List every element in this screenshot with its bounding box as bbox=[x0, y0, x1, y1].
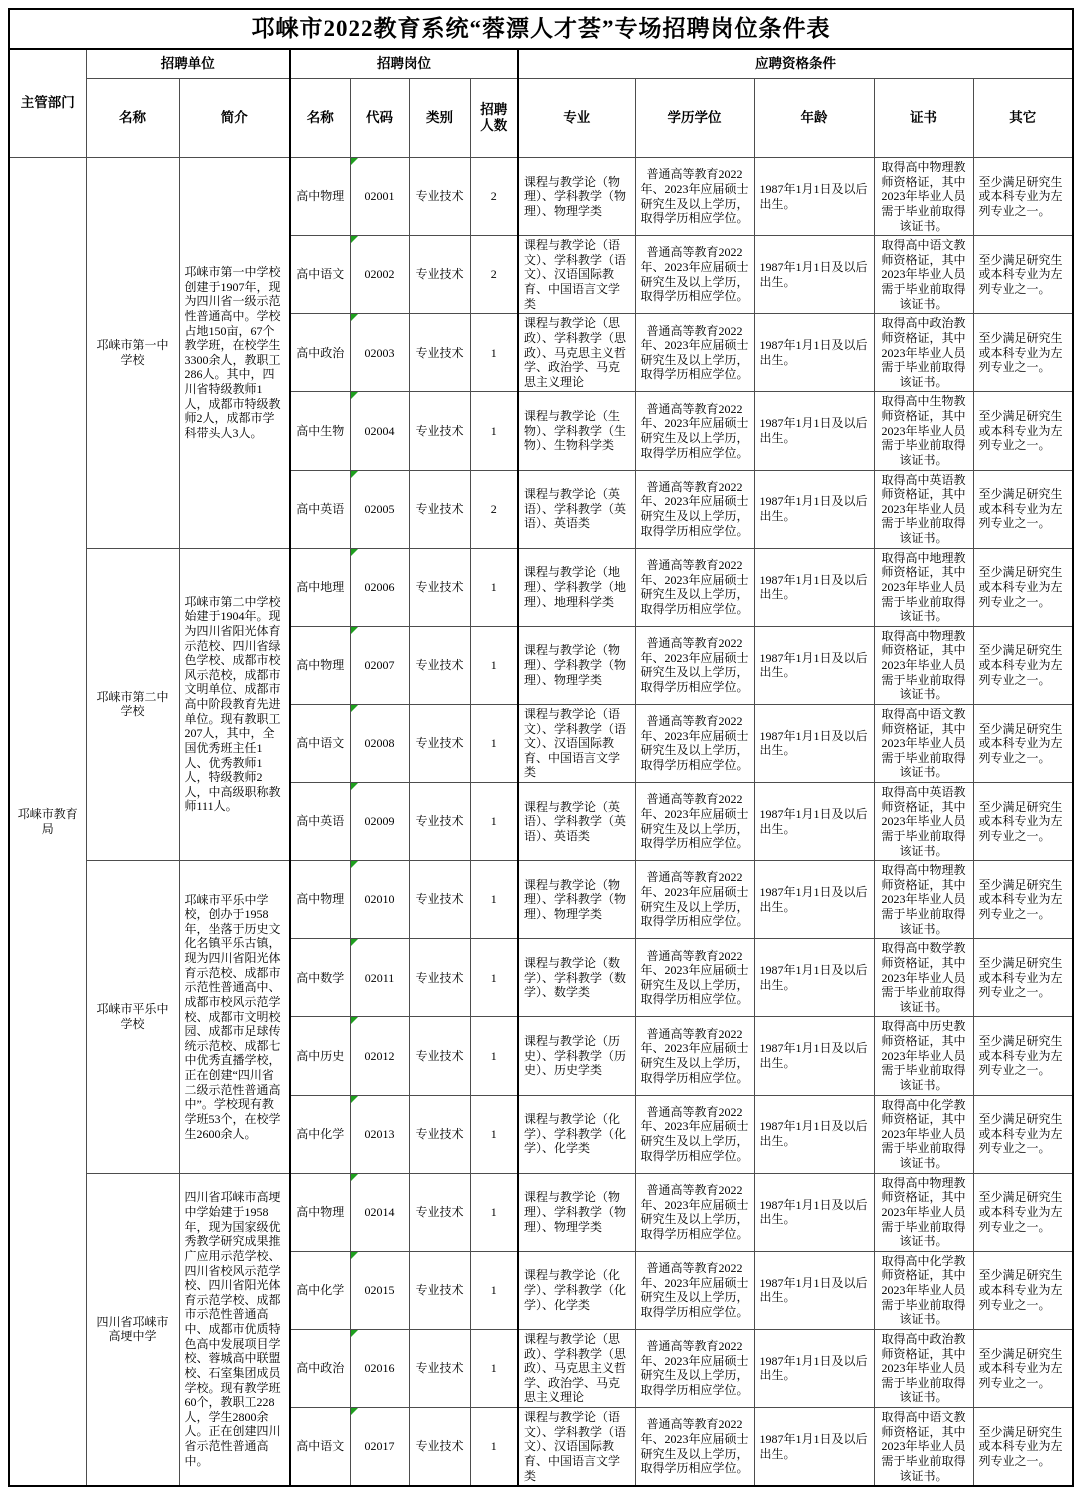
major-cell: 课程与教学论（英语）、学科教学（英语）、英语类 bbox=[518, 783, 635, 861]
cert-cell: 取得高中英语教师资格证，其中2023年毕业人员需于毕业前取得该证书。 bbox=[874, 783, 973, 861]
post-count-cell: 2 bbox=[470, 236, 518, 314]
cert-cell: 取得高中数学教师资格证，其中2023年毕业人员需于毕业前取得该证书。 bbox=[874, 939, 973, 1017]
post-type-cell: 专业技术 bbox=[409, 1251, 470, 1329]
other-cell: 至少满足研究生或本科专业为左列专业之一。 bbox=[973, 1408, 1073, 1487]
age-cell: 1987年1月1日及以后出生。 bbox=[754, 704, 874, 782]
post-code-cell bbox=[350, 236, 409, 314]
major-cell: 课程与教学论（物理）、学科教学（物理）、物理学类 bbox=[518, 158, 635, 236]
school-name-cell: 邛崃市第二中学校 bbox=[86, 548, 179, 861]
post-name-cell: 高中英语 bbox=[290, 470, 350, 548]
post-code-text: 02008 bbox=[364, 736, 395, 751]
excel-flag-triangle-icon bbox=[351, 939, 358, 946]
cert-cell: 取得高中语文教师资格证，其中2023年毕业人员需于毕业前取得该证书。 bbox=[874, 1408, 973, 1487]
age-cell: 1987年1月1日及以后出生。 bbox=[754, 392, 874, 470]
department-cell: 邛崃市教育局 bbox=[9, 158, 86, 1487]
excel-flag-triangle-icon bbox=[351, 1252, 358, 1259]
post-code-cell bbox=[350, 470, 409, 548]
degree-cell: 普通高等教育2022年、2023年应届硕士研究生及以上学历，取得学历相应学位。 bbox=[635, 314, 754, 392]
cert-cell: 取得高中英语教师资格证，其中2023年毕业人员需于毕业前取得该证书。 bbox=[874, 470, 973, 548]
other-cell: 至少满足研究生或本科专业为左列专业之一。 bbox=[973, 236, 1073, 314]
post-name-cell: 高中政治 bbox=[290, 1329, 350, 1407]
post-count-cell: 1 bbox=[470, 392, 518, 470]
post-type-cell: 专业技术 bbox=[409, 704, 470, 782]
excel-flag-triangle-icon bbox=[351, 783, 358, 790]
major-cell: 课程与教学论（数学）、学科教学（数学）、数学类 bbox=[518, 939, 635, 1017]
col-header-major: 专业 bbox=[518, 79, 635, 158]
age-cell: 1987年1月1日及以后出生。 bbox=[754, 470, 874, 548]
other-cell: 至少满足研究生或本科专业为左列专业之一。 bbox=[973, 1251, 1073, 1329]
post-type-cell: 专业技术 bbox=[409, 548, 470, 626]
cert-cell: 取得高中物理教师资格证，其中2023年毕业人员需于毕业前取得该证书。 bbox=[874, 861, 973, 939]
excel-flag-triangle-icon bbox=[351, 627, 358, 634]
post-count-cell: 1 bbox=[470, 1408, 518, 1487]
excel-flag-triangle-icon bbox=[351, 1017, 358, 1024]
col-header-dept: 主管部门 bbox=[9, 49, 86, 158]
post-name-cell: 高中语文 bbox=[290, 704, 350, 782]
post-count-cell: 1 bbox=[470, 1251, 518, 1329]
age-cell: 1987年1月1日及以后出生。 bbox=[754, 236, 874, 314]
excel-flag-triangle-icon bbox=[351, 861, 358, 868]
post-count-cell: 1 bbox=[470, 1017, 518, 1095]
post-name-cell: 高中语文 bbox=[290, 236, 350, 314]
post-code-cell bbox=[350, 704, 409, 782]
post-name-cell: 高中英语 bbox=[290, 783, 350, 861]
post-code-cell bbox=[350, 1017, 409, 1095]
age-cell: 1987年1月1日及以后出生。 bbox=[754, 1173, 874, 1251]
age-cell: 1987年1月1日及以后出生。 bbox=[754, 314, 874, 392]
post-count-cell: 1 bbox=[470, 939, 518, 1017]
degree-cell: 普通高等教育2022年、2023年应届硕士研究生及以上学历，取得学历相应学位。 bbox=[635, 1017, 754, 1095]
other-cell: 至少满足研究生或本科专业为左列专业之一。 bbox=[973, 939, 1073, 1017]
post-name-cell: 高中历史 bbox=[290, 1017, 350, 1095]
header-group-row bbox=[9, 49, 1073, 79]
post-code-text: 02002 bbox=[364, 267, 395, 282]
cert-cell: 取得高中历史教师资格证，其中2023年毕业人员需于毕业前取得该证书。 bbox=[874, 1017, 973, 1095]
degree-cell: 普通高等教育2022年、2023年应届硕士研究生及以上学历，取得学历相应学位。 bbox=[635, 939, 754, 1017]
title-row bbox=[9, 9, 1073, 49]
degree-cell: 普通高等教育2022年、2023年应届硕士研究生及以上学历，取得学历相应学位。 bbox=[635, 1329, 754, 1407]
cert-cell: 取得高中化学教师资格证，其中2023年毕业人员需于毕业前取得该证书。 bbox=[874, 1251, 973, 1329]
age-cell: 1987年1月1日及以后出生。 bbox=[754, 158, 874, 236]
post-count-cell: 1 bbox=[470, 1095, 518, 1173]
post-name-cell: 高中生物 bbox=[290, 392, 350, 470]
post-code-cell bbox=[350, 939, 409, 1017]
school-name-cell: 邛崃市平乐中学校 bbox=[86, 861, 179, 1174]
col-header-other: 其它 bbox=[973, 79, 1073, 158]
other-cell: 至少满足研究生或本科专业为左列专业之一。 bbox=[973, 704, 1073, 782]
post-code-cell bbox=[350, 1408, 409, 1487]
post-code-text: 02009 bbox=[364, 814, 395, 829]
other-cell: 至少满足研究生或本科专业为左列专业之一。 bbox=[973, 392, 1073, 470]
cert-cell: 取得高中生物教师资格证，其中2023年毕业人员需于毕业前取得该证书。 bbox=[874, 392, 973, 470]
other-cell: 至少满足研究生或本科专业为左列专业之一。 bbox=[973, 1095, 1073, 1173]
post-type-cell: 专业技术 bbox=[409, 783, 470, 861]
cert-cell: 取得高中政治教师资格证，其中2023年毕业人员需于毕业前取得该证书。 bbox=[874, 314, 973, 392]
age-cell: 1987年1月1日及以后出生。 bbox=[754, 783, 874, 861]
position-row bbox=[9, 861, 1073, 939]
major-cell: 课程与教学论（物理）、学科教学（物理）、物理学类 bbox=[518, 626, 635, 704]
age-cell: 1987年1月1日及以后出生。 bbox=[754, 1251, 874, 1329]
post-name-cell: 高中数学 bbox=[290, 939, 350, 1017]
position-row bbox=[9, 548, 1073, 626]
post-name-cell: 高中物理 bbox=[290, 626, 350, 704]
col-group-qualification: 应聘资格条件 bbox=[518, 49, 1073, 79]
degree-cell: 普通高等教育2022年、2023年应届硕士研究生及以上学历，取得学历相应学位。 bbox=[635, 783, 754, 861]
post-type-cell: 专业技术 bbox=[409, 1329, 470, 1407]
post-code-text: 02005 bbox=[364, 501, 395, 516]
col-header-cert: 证书 bbox=[874, 79, 973, 158]
post-code-cell bbox=[350, 392, 409, 470]
col-header-age: 年龄 bbox=[754, 79, 874, 158]
other-cell: 至少满足研究生或本科专业为左列专业之一。 bbox=[973, 1329, 1073, 1407]
excel-flag-triangle-icon bbox=[351, 1330, 358, 1337]
post-name-cell: 高中语文 bbox=[290, 1408, 350, 1487]
major-cell: 课程与教学论（语文）、学科教学（语文）、汉语国际教育、中国语言文学类 bbox=[518, 704, 635, 782]
post-name-cell: 高中政治 bbox=[290, 314, 350, 392]
excel-flag-triangle-icon bbox=[351, 549, 358, 556]
post-code-cell bbox=[350, 548, 409, 626]
age-cell: 1987年1月1日及以后出生。 bbox=[754, 1329, 874, 1407]
degree-cell: 普通高等教育2022年、2023年应届硕士研究生及以上学历，取得学历相应学位。 bbox=[635, 1251, 754, 1329]
excel-flag-triangle-icon bbox=[351, 392, 358, 399]
school-intro-cell: 邛崃市第二中学校始建于1904年。现为四川省阳光体育示范校、四川省绿色学校、成都市校风示范校，成都市文明单位、成都市高中阶段教育先进单位。现有教职工207人，其中，全国优秀班主任1人、优秀教师1人，特级教师2人，中高级职称教师111人。 bbox=[179, 548, 290, 861]
position-row bbox=[9, 158, 1073, 236]
cert-cell: 取得高中物理教师资格证，其中2023年毕业人员需于毕业前取得该证书。 bbox=[874, 1173, 973, 1251]
col-header-post-count: 招聘人数 bbox=[470, 79, 518, 158]
header-label-row bbox=[9, 79, 1073, 158]
post-code-text: 02006 bbox=[364, 579, 395, 594]
excel-flag-triangle-icon bbox=[351, 1174, 358, 1181]
post-name-cell: 高中化学 bbox=[290, 1251, 350, 1329]
other-cell: 至少满足研究生或本科专业为左列专业之一。 bbox=[973, 1017, 1073, 1095]
post-count-cell: 1 bbox=[470, 626, 518, 704]
recruitment-table-sheet bbox=[8, 8, 1072, 1487]
age-cell: 1987年1月1日及以后出生。 bbox=[754, 939, 874, 1017]
major-cell: 课程与教学论（历史）、学科教学（历史）、历史学类 bbox=[518, 1017, 635, 1095]
excel-flag-triangle-icon bbox=[351, 158, 358, 165]
other-cell: 至少满足研究生或本科专业为左列专业之一。 bbox=[973, 626, 1073, 704]
post-type-cell: 专业技术 bbox=[409, 236, 470, 314]
degree-cell: 普通高等教育2022年、2023年应届硕士研究生及以上学历，取得学历相应学位。 bbox=[635, 626, 754, 704]
cert-cell: 取得高中语文教师资格证，其中2023年毕业人员需于毕业前取得该证书。 bbox=[874, 236, 973, 314]
post-type-cell: 专业技术 bbox=[409, 1017, 470, 1095]
major-cell: 课程与教学论（思政）、学科教学（思政）、马克思主义哲学、政治学、马克思主义理论 bbox=[518, 314, 635, 392]
post-name-cell: 高中地理 bbox=[290, 548, 350, 626]
post-count-cell: 2 bbox=[470, 158, 518, 236]
post-code-text: 02011 bbox=[364, 970, 395, 985]
school-intro-cell: 邛崃市平乐中学校，创办于1958年，坐落于历史文化名镇平乐古镇，现为四川省阳光体育示范校、成都市示范性普通高中、成都市校风示范学校、成都市文明校园、成都市足球传统示范校、成都七中优秀直播学校，正在创建“四川省二级示范性普通高中”。学校现有教学班53个，在校学生2600余人。 bbox=[179, 861, 290, 1174]
major-cell: 课程与教学论（地理）、学科教学（地理）、地理科学类 bbox=[518, 548, 635, 626]
post-code-cell bbox=[350, 314, 409, 392]
cert-cell: 取得高中物理教师资格证，其中2023年毕业人员需于毕业前取得该证书。 bbox=[874, 626, 973, 704]
degree-cell: 普通高等教育2022年、2023年应届硕士研究生及以上学历，取得学历相应学位。 bbox=[635, 392, 754, 470]
post-count-cell: 1 bbox=[470, 1173, 518, 1251]
post-code-cell bbox=[350, 783, 409, 861]
post-count-cell: 1 bbox=[470, 1329, 518, 1407]
major-cell: 课程与教学论（思政）、学科教学（思政）、马克思主义哲学、政治学、马克思主义理论 bbox=[518, 1329, 635, 1407]
col-header-post-code: 代码 bbox=[350, 79, 409, 158]
post-type-cell: 专业技术 bbox=[409, 158, 470, 236]
major-cell: 课程与教学论（物理）、学科教学（物理）、物理学类 bbox=[518, 861, 635, 939]
post-code-text: 02016 bbox=[364, 1361, 395, 1376]
excel-flag-triangle-icon bbox=[351, 471, 358, 478]
post-name-cell: 高中物理 bbox=[290, 158, 350, 236]
degree-cell: 普通高等教育2022年、2023年应届硕士研究生及以上学历，取得学历相应学位。 bbox=[635, 1408, 754, 1487]
post-code-cell bbox=[350, 158, 409, 236]
post-code-cell bbox=[350, 861, 409, 939]
post-count-cell: 1 bbox=[470, 783, 518, 861]
major-cell: 课程与教学论（化学）、学科教学（化学）、化学类 bbox=[518, 1095, 635, 1173]
positions-tbody bbox=[9, 158, 1073, 1487]
excel-flag-triangle-icon bbox=[351, 1408, 358, 1415]
major-cell: 课程与教学论（英语）、学科教学（英语）、英语类 bbox=[518, 470, 635, 548]
cert-cell: 取得高中语文教师资格证，其中2023年毕业人员需于毕业前取得该证书。 bbox=[874, 704, 973, 782]
degree-cell: 普通高等教育2022年、2023年应届硕士研究生及以上学历，取得学历相应学位。 bbox=[635, 704, 754, 782]
degree-cell: 普通高等教育2022年、2023年应届硕士研究生及以上学历，取得学历相应学位。 bbox=[635, 470, 754, 548]
degree-cell: 普通高等教育2022年、2023年应届硕士研究生及以上学历，取得学历相应学位。 bbox=[635, 1095, 754, 1173]
school-name-cell: 四川省邛崃市高埂中学 bbox=[86, 1173, 179, 1486]
post-code-cell bbox=[350, 1329, 409, 1407]
table-header bbox=[9, 9, 1073, 158]
major-cell: 课程与教学论（语文）、学科教学（语文）、汉语国际教育、中国语言文学类 bbox=[518, 1408, 635, 1487]
post-code-text: 02001 bbox=[364, 189, 395, 204]
age-cell: 1987年1月1日及以后出生。 bbox=[754, 861, 874, 939]
degree-cell: 普通高等教育2022年、2023年应届硕士研究生及以上学历，取得学历相应学位。 bbox=[635, 158, 754, 236]
col-header-unit-name: 名称 bbox=[86, 79, 179, 158]
age-cell: 1987年1月1日及以后出生。 bbox=[754, 1017, 874, 1095]
post-code-text: 02010 bbox=[364, 892, 395, 907]
post-count-cell: 1 bbox=[470, 704, 518, 782]
school-intro-cell: 邛崃市第一中学校创建于1907年，现为四川省一级示范性普通高中。学校占地150亩，67个教学班，在校学生3300余人，教职工286人。其中，四川省特级教师1人，成都市特级教师2人，成都市学科带头人3人。 bbox=[179, 158, 290, 549]
major-cell: 课程与教学论（化学）、学科教学（化学）、化学类 bbox=[518, 1251, 635, 1329]
post-code-text: 02012 bbox=[364, 1048, 395, 1063]
post-code-text: 02015 bbox=[364, 1283, 395, 1297]
position-row bbox=[9, 1173, 1073, 1251]
degree-cell: 普通高等教育2022年、2023年应届硕士研究生及以上学历，取得学历相应学位。 bbox=[635, 861, 754, 939]
degree-cell: 普通高等教育2022年、2023年应届硕士研究生及以上学历，取得学历相应学位。 bbox=[635, 548, 754, 626]
post-code-text: 02017 bbox=[364, 1439, 395, 1454]
col-group-post: 招聘岗位 bbox=[290, 49, 518, 79]
post-count-cell: 1 bbox=[470, 861, 518, 939]
post-type-cell: 专业技术 bbox=[409, 1095, 470, 1173]
post-type-cell: 专业技术 bbox=[409, 470, 470, 548]
cert-cell: 取得高中物理教师资格证，其中2023年毕业人员需于毕业前取得该证书。 bbox=[874, 158, 973, 236]
post-type-cell: 专业技术 bbox=[409, 1408, 470, 1487]
other-cell: 至少满足研究生或本科专业为左列专业之一。 bbox=[973, 314, 1073, 392]
school-name-cell: 邛崃市第一中学校 bbox=[86, 158, 179, 549]
major-cell: 课程与教学论（语文）、学科教学（语文）、汉语国际教育、中国语言文学类 bbox=[518, 236, 635, 314]
degree-cell: 普通高等教育2022年、2023年应届硕士研究生及以上学历，取得学历相应学位。 bbox=[635, 236, 754, 314]
cert-cell: 取得高中化学教师资格证，其中2023年毕业人员需于毕业前取得该证书。 bbox=[874, 1095, 973, 1173]
excel-flag-triangle-icon bbox=[351, 314, 358, 321]
post-count-cell: 1 bbox=[470, 314, 518, 392]
recruitment-table bbox=[8, 8, 1074, 1487]
post-name-cell: 高中化学 bbox=[290, 1095, 350, 1173]
age-cell: 1987年1月1日及以后出生。 bbox=[754, 1095, 874, 1173]
post-count-cell: 2 bbox=[470, 470, 518, 548]
post-code-cell bbox=[350, 1173, 409, 1251]
excel-flag-triangle-icon bbox=[351, 705, 358, 712]
post-name-cell: 高中物理 bbox=[290, 861, 350, 939]
other-cell: 至少满足研究生或本科专业为左列专业之一。 bbox=[973, 158, 1073, 236]
post-type-cell: 专业技术 bbox=[409, 861, 470, 939]
post-type-cell: 专业技术 bbox=[409, 626, 470, 704]
other-cell: 至少满足研究生或本科专业为左列专业之一。 bbox=[973, 861, 1073, 939]
post-type-cell: 专业技术 bbox=[409, 1173, 470, 1251]
major-cell: 课程与教学论（物理）、学科教学（物理）、物理学类 bbox=[518, 1173, 635, 1251]
post-type-cell: 专业技术 bbox=[409, 392, 470, 470]
other-cell: 至少满足研究生或本科专业为左列专业之一。 bbox=[973, 783, 1073, 861]
post-type-cell: 专业技术 bbox=[409, 939, 470, 1017]
age-cell: 1987年1月1日及以后出生。 bbox=[754, 548, 874, 626]
col-header-degree: 学历学位 bbox=[635, 79, 754, 158]
post-code-text: 02007 bbox=[364, 658, 395, 672]
other-cell: 至少满足研究生或本科专业为左列专业之一。 bbox=[973, 470, 1073, 548]
post-code-text: 02003 bbox=[364, 345, 395, 360]
post-code-cell bbox=[350, 626, 409, 704]
post-code-cell bbox=[350, 1095, 409, 1173]
other-cell: 至少满足研究生或本科专业为左列专业之一。 bbox=[973, 1173, 1073, 1251]
cert-cell: 取得高中政治教师资格证，其中2023年毕业人员需于毕业前取得该证书。 bbox=[874, 1329, 973, 1407]
col-group-unit: 招聘单位 bbox=[86, 49, 290, 79]
post-name-cell: 高中物理 bbox=[290, 1173, 350, 1251]
post-code-text: 02013 bbox=[364, 1126, 395, 1141]
excel-flag-triangle-icon bbox=[351, 1096, 358, 1103]
other-cell: 至少满足研究生或本科专业为左列专业之一。 bbox=[973, 548, 1073, 626]
age-cell: 1987年1月1日及以后出生。 bbox=[754, 1408, 874, 1487]
age-cell: 1987年1月1日及以后出生。 bbox=[754, 626, 874, 704]
post-code-text: 02004 bbox=[364, 423, 395, 438]
degree-cell: 普通高等教育2022年、2023年应届硕士研究生及以上学历，取得学历相应学位。 bbox=[635, 1173, 754, 1251]
col-header-unit-intro: 简介 bbox=[179, 79, 290, 158]
post-code-cell bbox=[350, 1251, 409, 1329]
excel-flag-triangle-icon bbox=[351, 236, 358, 243]
col-header-post-name: 名称 bbox=[290, 79, 350, 158]
post-code-text: 02014 bbox=[364, 1204, 395, 1219]
major-cell: 课程与教学论（生物）、学科教学（生物）、生物科学类 bbox=[518, 392, 635, 470]
col-header-post-type: 类别 bbox=[409, 79, 470, 158]
post-type-cell: 专业技术 bbox=[409, 314, 470, 392]
post-count-cell: 1 bbox=[470, 548, 518, 626]
page-title: 邛崃市2022教育系统“蓉漂人才荟”专场招聘岗位条件表 bbox=[9, 9, 1073, 49]
school-intro-cell: 四川省邛崃市高埂中学始建于1958年，现为国家级优秀教学研究成果推广应用示范学校、四川省校风示范学校、四川省阳光体育示范学校、成都市示范性普通高中、成都市优质特色高中发展项目学校、蓉城高中联盟校、石室集团成员学校。现有教学班60个，教职工228人，学生2800余人。正在创建四川省示范性普通高中。 bbox=[179, 1173, 290, 1486]
cert-cell: 取得高中地理教师资格证，其中2023年毕业人员需于毕业前取得该证书。 bbox=[874, 548, 973, 626]
